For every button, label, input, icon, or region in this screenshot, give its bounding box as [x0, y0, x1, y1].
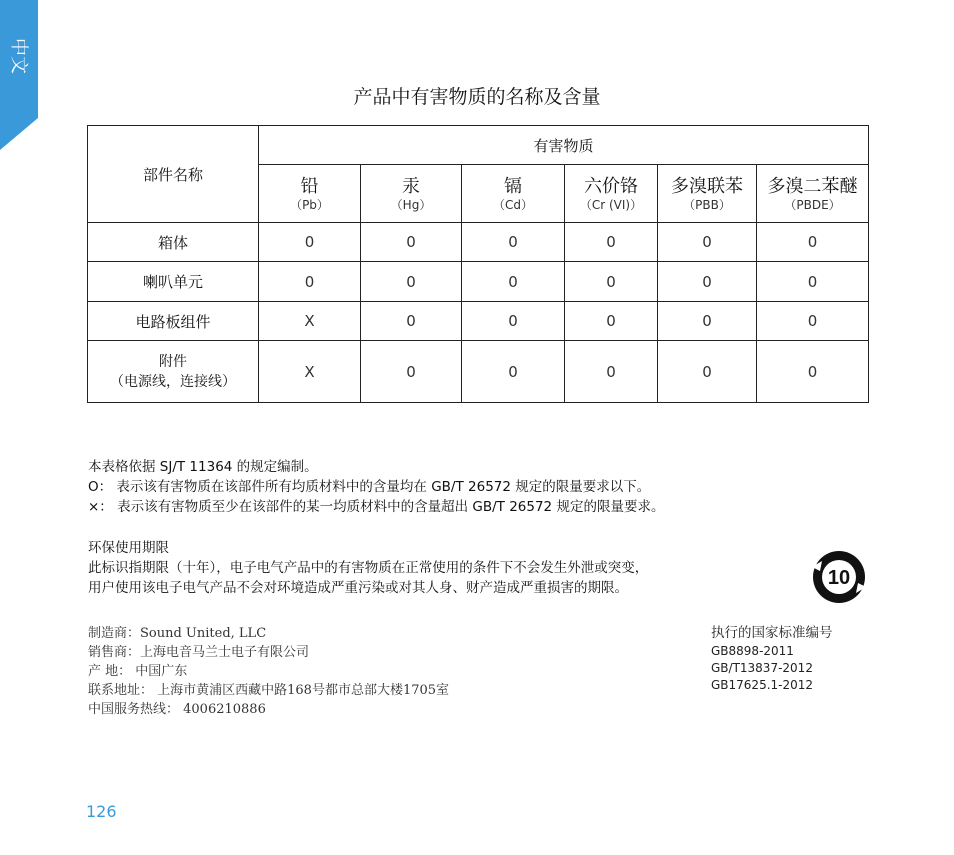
substance-header	[361, 165, 462, 223]
page-title: 产品中有害物质的名称及含量	[353, 86, 601, 108]
origin: 产 地： 中国广东	[88, 664, 188, 679]
part-name: 附件	[159, 353, 187, 370]
env-text-line1: 此标识指期限（十年），电子电气产品中的有害物质在正常使用的条件下不会发生外泄或突变，	[88, 560, 649, 576]
table-cell: 0	[361, 262, 462, 302]
substance-group-header: 有害物质	[259, 126, 869, 165]
substance-name: 多溴联苯	[671, 175, 743, 197]
table-cell: 0	[462, 302, 565, 341]
table-cell: 0	[565, 223, 658, 262]
note-x-meaning: ×： 表示该有害物质至少在该部件的某一均质材料中的含量超出 GB/T 26572 规定的限量要求。	[88, 499, 665, 515]
table-cell: 0	[259, 223, 361, 262]
table-row	[88, 341, 869, 403]
table-cell: 0	[462, 223, 565, 262]
table-cell: 0	[361, 341, 462, 403]
environmental-period-section	[88, 538, 648, 598]
substance-symbol: （Cd）	[493, 197, 533, 212]
company-info	[88, 624, 449, 719]
substance-symbol: （Cr (VI)）	[579, 197, 643, 212]
substance-name: 铅	[300, 175, 319, 197]
epup-10-year-logo-icon	[810, 549, 868, 605]
hazardous-substance-table	[87, 125, 869, 403]
substance-name: 多溴二苯醚	[767, 175, 858, 197]
seller: 销售商：上海电音马兰士电子有限公司	[88, 645, 310, 660]
substance-header	[658, 165, 757, 223]
table-cell: X	[259, 302, 361, 341]
substance-header	[565, 165, 658, 223]
table-row	[88, 223, 869, 262]
substance-header	[259, 165, 361, 223]
table-notes	[88, 457, 664, 517]
note-standard: 本表格依据 SJ/T 11364 的规定编制。	[88, 459, 318, 475]
table-cell: 0	[462, 341, 565, 403]
env-text-line2: 用户使用该电子电气产品不会对环境造成严重污染或对其人身、财产造成严重损害的期限。	[88, 580, 628, 596]
table-cell: 0	[658, 223, 757, 262]
table-cell: 0	[658, 262, 757, 302]
table-cell: 0	[658, 302, 757, 341]
part-name-sub: （电源线，连接线）	[110, 373, 236, 390]
standard-item: GB17625.1-2012	[711, 678, 814, 692]
table-row	[88, 262, 869, 302]
language-tab	[0, 0, 38, 150]
substance-name: 汞	[402, 175, 420, 197]
standards-title: 执行的国家标准编号	[711, 625, 833, 641]
substance-symbol: （PBDE）	[784, 197, 841, 212]
table-cell: X	[259, 341, 361, 403]
table-cell: 0	[565, 341, 658, 403]
part-name-cell	[88, 341, 259, 403]
table-cell: 0	[259, 262, 361, 302]
table-cell: 0	[658, 341, 757, 403]
manufacturer: 制造商：Sound United, LLC	[88, 626, 267, 641]
substance-name: 六价铬	[584, 175, 638, 197]
service-hotline: 中国服务热线： 4006210886	[88, 702, 266, 717]
part-name: 箱体	[88, 223, 259, 262]
table-cell: 0	[757, 341, 869, 403]
part-name: 电路板组件	[88, 302, 259, 341]
substance-header	[462, 165, 565, 223]
env-heading: 环保使用期限	[88, 540, 169, 556]
table-cell: 0	[757, 262, 869, 302]
national-standards	[711, 624, 833, 694]
table-cell: 0	[757, 302, 869, 341]
table-cell: 0	[361, 302, 462, 341]
standard-item: GB8898-2011	[711, 644, 794, 658]
language-tab-label: 中文	[8, 38, 29, 74]
table-cell: 0	[565, 262, 658, 302]
substance-name: 镉	[504, 175, 522, 197]
table-cell: 0	[361, 223, 462, 262]
page-number: 126	[86, 802, 117, 821]
part-name-header: 部件名称	[88, 126, 259, 223]
substance-symbol: （Pb）	[290, 197, 329, 212]
epup-logo-number: 10	[827, 567, 851, 589]
substance-symbol: （Hg）	[390, 197, 432, 212]
table-cell: 0	[757, 223, 869, 262]
table-cell: 0	[462, 262, 565, 302]
substance-symbol: （PBB）	[683, 197, 731, 212]
substance-header	[757, 165, 869, 223]
note-o-meaning: O： 表示该有害物质在该部件所有均质材料中的含量均在 GB/T 26572 规定的限量要求以下。	[88, 479, 651, 495]
table-row	[88, 302, 869, 341]
table-cell: 0	[565, 302, 658, 341]
contact-address: 联系地址： 上海市黄浦区西藏中路168号都市总部大楼1705室	[88, 683, 450, 698]
part-name: 喇叭单元	[88, 262, 259, 302]
standard-item: GB/T13837-2012	[711, 661, 813, 675]
